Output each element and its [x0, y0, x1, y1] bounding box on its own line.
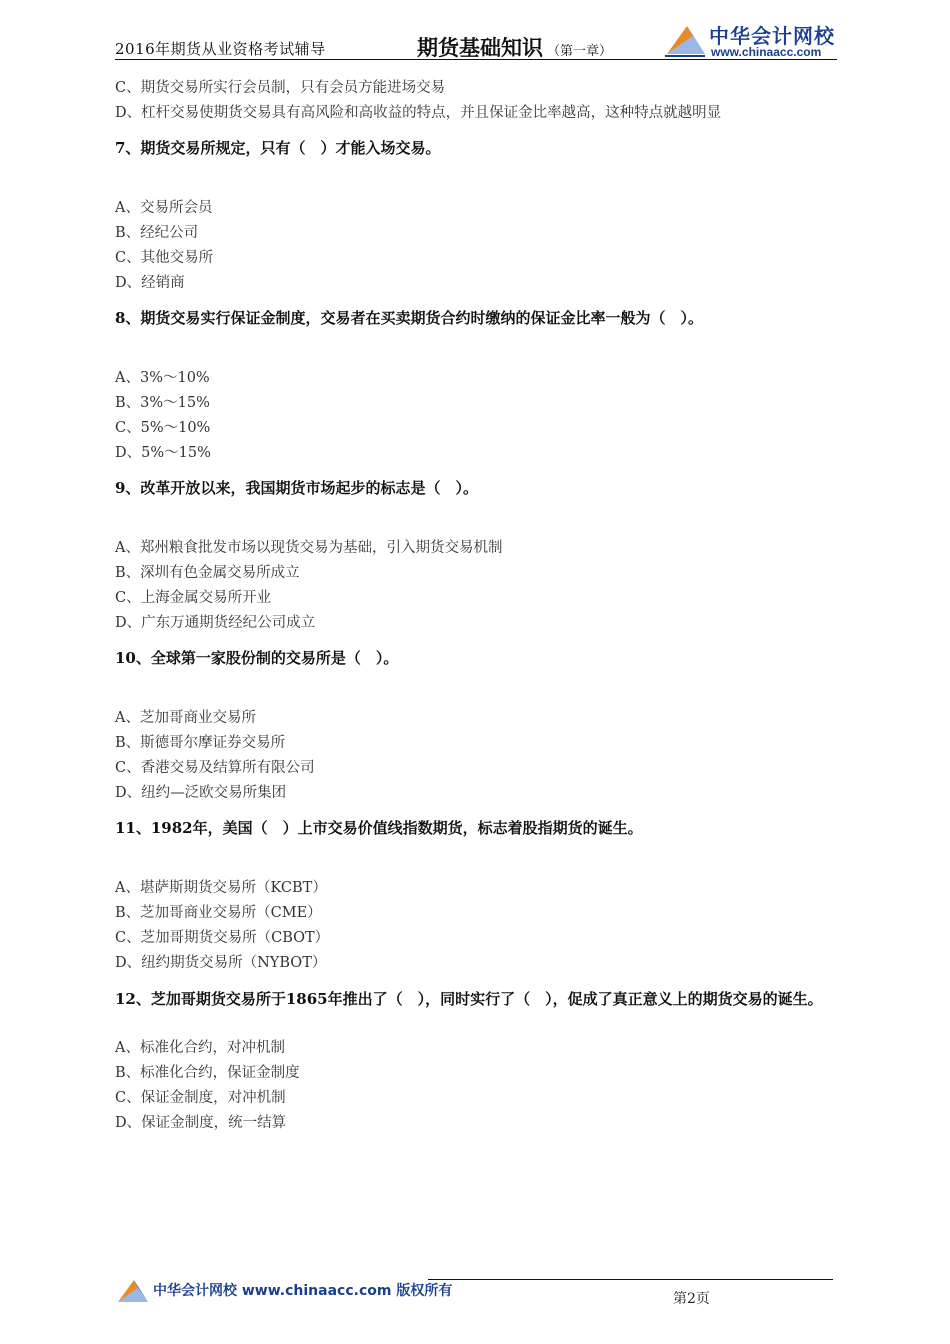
answer-option: D、杠杆交易使期货交易具有高风险和高收益的特点，并且保证金比率越高，这种特点就越明显 — [115, 105, 722, 121]
answer-option: D、广东万通期货经纪公司成立 — [115, 615, 316, 631]
footer-logo-icon — [115, 1277, 149, 1305]
answer-option: A、郑州粮食批发市场以现货交易为基础，引入期货交易机制 — [115, 540, 503, 556]
answer-option: D、5%～15% — [115, 445, 211, 461]
footer-divider — [428, 1279, 833, 1280]
logo-url: www.chinaacc.com — [711, 45, 822, 59]
answer-option: B、3%～15% — [115, 395, 210, 411]
answer-option: C、芝加哥期货交易所（CBOT） — [115, 930, 330, 946]
answer-option: B、深圳有色金属交易所成立 — [115, 565, 300, 581]
answer-option: C、香港交易及结算所有限公司 — [115, 760, 315, 776]
question-stem: 12、芝加哥期货交易所于1865年推出了（ ），同时实行了（ ），促成了真正意义上的期货交易的诞生。 — [115, 990, 823, 1008]
answer-option: C、保证金制度，对冲机制 — [115, 1090, 286, 1106]
answer-option: B、芝加哥商业交易所（CME） — [115, 905, 322, 921]
brand-logo — [663, 20, 841, 60]
logo-name: 中华会计网校 — [709, 24, 835, 48]
answer-option: A、标准化合约，对冲机制 — [115, 1040, 285, 1056]
answer-option: A、芝加哥商业交易所 — [115, 710, 256, 726]
answer-option: D、保证金制度，统一结算 — [115, 1115, 287, 1131]
question-stem: 11、1982年，美国（ ）上市交易价值线指数期货，标志着股指期货的诞生。 — [115, 819, 643, 837]
answer-option: C、其他交易所 — [115, 250, 214, 266]
answer-option: D、纽约期货交易所（NYBOT） — [115, 955, 327, 971]
chapter-label: （第一章） — [547, 44, 613, 59]
page-header — [115, 20, 837, 62]
answer-option: B、经纪公司 — [115, 225, 199, 241]
header-divider — [115, 59, 837, 60]
page-number: 第2页 — [673, 1291, 710, 1307]
header-subject — [417, 32, 612, 62]
answer-option: A、3%～10% — [115, 370, 210, 386]
answer-option: B、斯德哥尔摩证券交易所 — [115, 735, 286, 751]
header-exam-title: 2016年期货从业资格考试辅导 — [115, 40, 326, 58]
answer-option: A、交易所会员 — [115, 200, 213, 216]
answer-option: B、标准化合约，保证金制度 — [115, 1065, 300, 1081]
answer-option: D、纽约—泛欧交易所集团 — [115, 785, 287, 801]
page-footer — [115, 1274, 835, 1314]
answer-option: C、5%～10% — [115, 420, 211, 436]
answer-option: A、堪萨斯期货交易所（KCBT） — [115, 880, 327, 896]
question-stem: 8、期货交易实行保证金制度，交易者在买卖期货合约时缴纳的保证金比率一般为（ ）。 — [115, 309, 703, 327]
question-stem: 10、全球第一家股份制的交易所是（ ）。 — [115, 649, 399, 667]
answer-option: C、期货交易所实行会员制，只有会员方能进场交易 — [115, 80, 446, 96]
footer-copyright: 中华会计网校 www.chinaacc.com 版权所有 — [153, 1283, 453, 1299]
answer-option: D、经销商 — [115, 275, 185, 291]
question-content — [115, 76, 840, 1136]
question-stem: 7、期货交易所规定，只有（ ）才能入场交易。 — [115, 139, 441, 157]
question-stem: 9、改革开放以来，我国期货市场起步的标志是（ ）。 — [115, 479, 478, 497]
subject-title: 期货基础知识 — [417, 35, 543, 60]
logo-triangle-icon — [663, 22, 707, 58]
answer-option: C、上海金属交易所开业 — [115, 590, 272, 606]
